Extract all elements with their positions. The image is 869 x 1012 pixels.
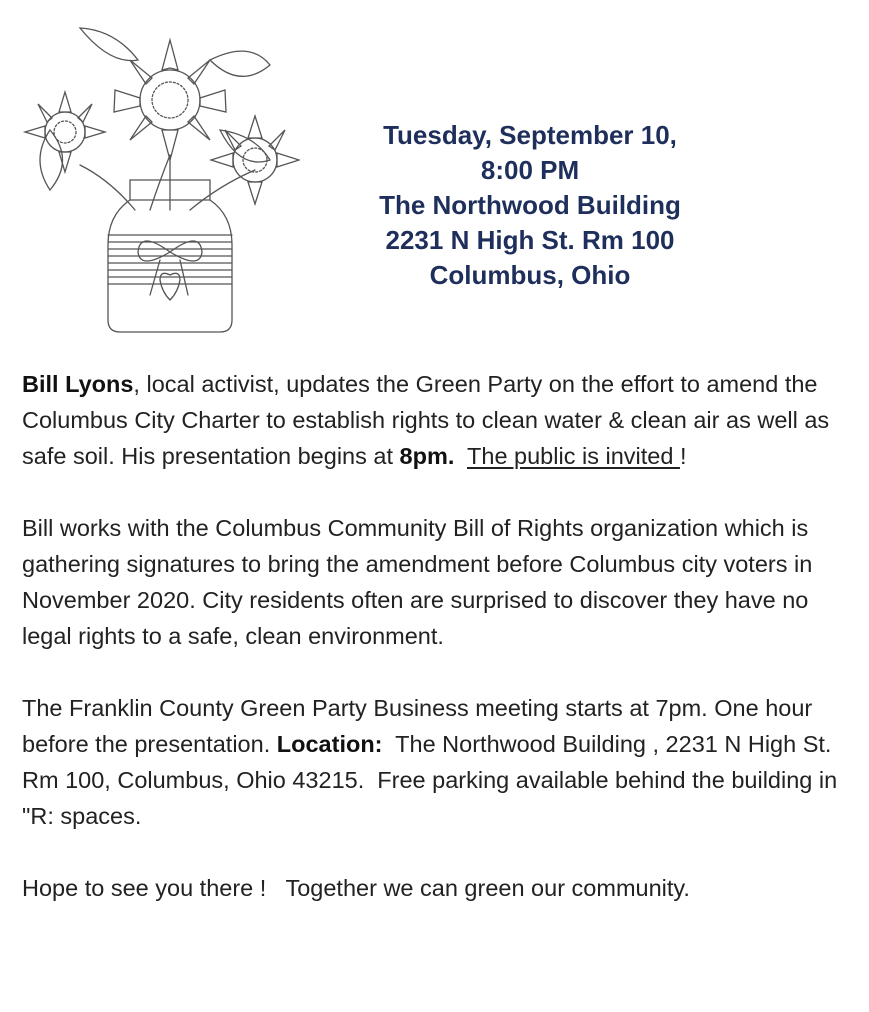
sunflower-right-icon — [211, 116, 299, 204]
sunflowers-in-jar-illustration — [20, 20, 300, 340]
sunflower-left-icon — [25, 92, 105, 172]
event-date: Tuesday, September 10, — [383, 120, 677, 150]
presentation-time: 8pm. — [399, 443, 455, 469]
event-address: 2231 N High St. Rm 100 — [385, 225, 675, 255]
event-details — [330, 118, 730, 293]
paragraph-organization: Bill works with the Columbus Community Bill of Rights organization which is gathering signatures to bring the amendment before Columbus city voters in November 2020. City residents often are surprised to discover they have no legal rights to a safe, clean environment. — [22, 515, 813, 649]
paragraph-intro — [22, 366, 852, 474]
event-city: Columbus, Ohio — [429, 260, 631, 290]
event-time: 8:00 PM — [480, 155, 580, 185]
sunflower-center-icon — [114, 40, 226, 160]
announcement-body — [22, 366, 852, 942]
meeting-text: The Franklin County Green Party Business meeting starts at 7pm. One hour before the presentation. — [22, 695, 813, 757]
location-label: Location: — [276, 731, 383, 757]
location-text: The Northwood Building , 2231 N High St. Rm 100, Columbus, Ohio 43215. Free parking available behind the building in "R: spaces. — [22, 731, 844, 829]
event-venue: The Northwood Building — [379, 190, 681, 220]
speaker-name: Bill Lyons — [22, 371, 134, 397]
paragraph-closing: Hope to see you there ! Together we can green our community. — [22, 875, 690, 901]
intro-end: ! — [679, 443, 687, 469]
public-invited-text: The public is invited — [467, 443, 680, 469]
intro-text: , local activist, updates the Green Party on the effort to amend the Columbus City Charter to establish rights to clean water & clean air as well as safe soil. His presentation begins at — [22, 371, 830, 469]
paragraph-meeting — [22, 690, 852, 834]
